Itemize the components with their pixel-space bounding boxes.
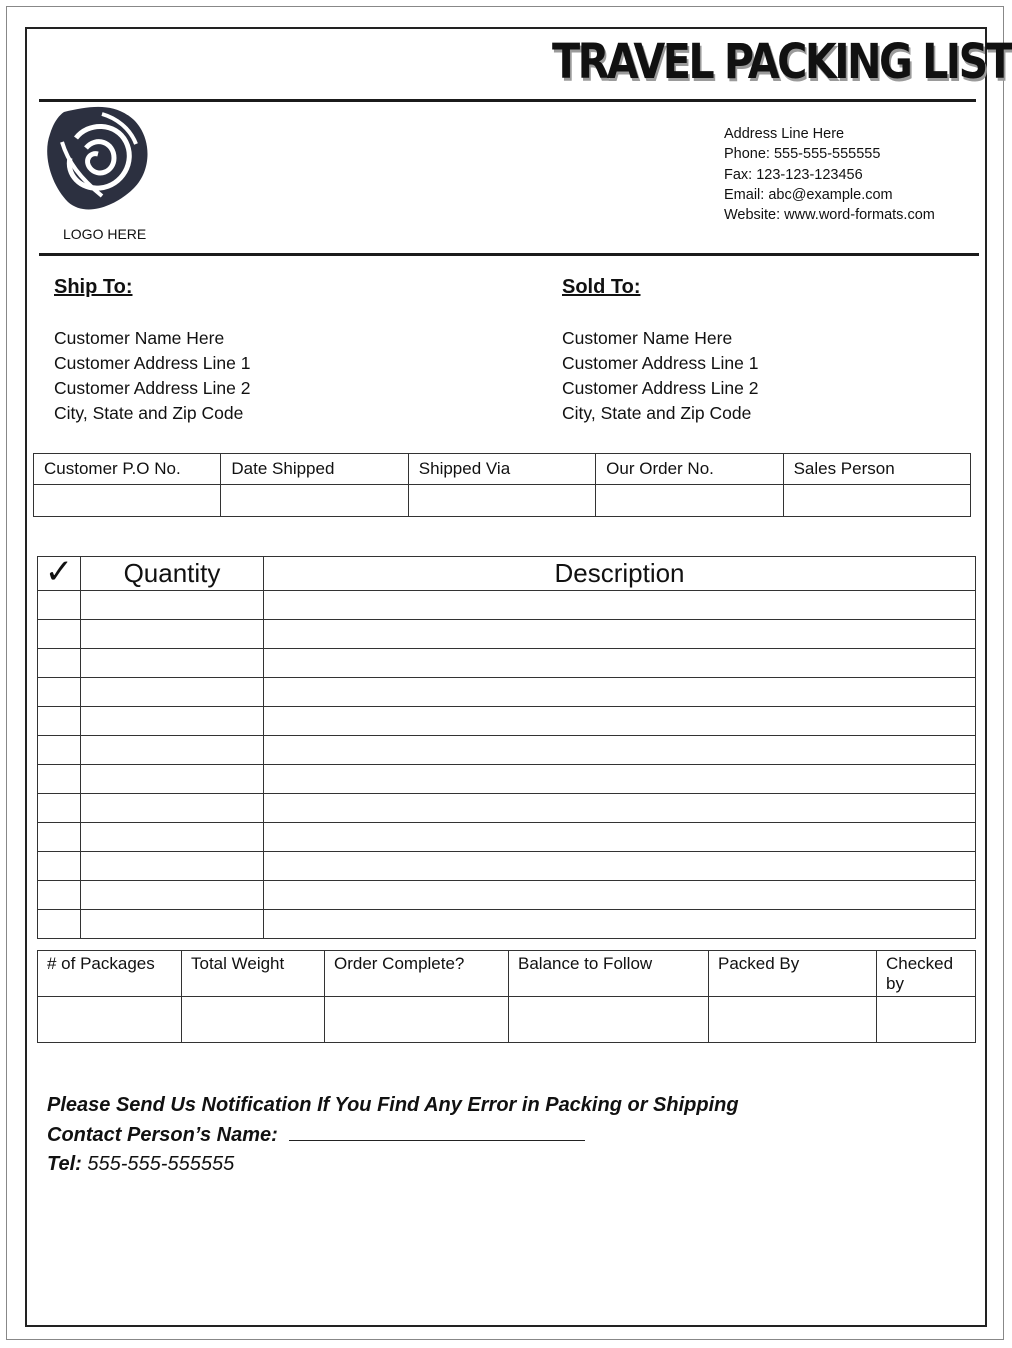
packed-by-field[interactable]	[709, 997, 877, 1043]
item-quantity-cell[interactable]	[81, 649, 264, 678]
header-checked-by: Checked by	[877, 951, 976, 997]
item-check-cell[interactable]	[38, 707, 81, 736]
logo-rose-icon	[46, 104, 150, 216]
error-notice-text: Please Send Us Notification If You Find Any Error in Packing or Shipping	[47, 1094, 739, 1116]
order-info-table	[33, 453, 971, 517]
item-row	[38, 794, 976, 823]
item-check-cell[interactable]	[38, 852, 81, 881]
company-phone: Phone: 555-555-555555	[724, 146, 881, 163]
sold-to-heading: Sold To:	[562, 276, 641, 298]
ship-to-line: Customer Address Line 1	[54, 353, 251, 373]
company-fax: Fax: 123-123-123456	[724, 166, 863, 183]
item-description-cell[interactable]	[264, 707, 976, 736]
header-balance-to-follow: Balance to Follow	[509, 951, 709, 997]
logo-caption: LOGO HERE	[63, 226, 147, 242]
shipped-via-field[interactable]	[408, 485, 595, 517]
sold-to-line: City, State and Zip Code	[562, 403, 752, 423]
header-total-weight: Total Weight	[182, 951, 325, 997]
item-check-cell[interactable]	[38, 765, 81, 794]
item-description-cell[interactable]	[264, 591, 976, 620]
description-column-header: Description	[264, 557, 976, 591]
our-order-no-field[interactable]	[596, 485, 783, 517]
item-description-cell[interactable]	[264, 794, 976, 823]
item-row	[38, 910, 976, 939]
ship-to-address	[54, 326, 251, 426]
sales-person-field[interactable]	[783, 485, 970, 517]
item-description-cell[interactable]	[264, 823, 976, 852]
header-sales-person: Sales Person	[783, 454, 970, 485]
sold-to-line: Customer Address Line 2	[562, 378, 759, 398]
item-row	[38, 620, 976, 649]
header-date-shipped: Date Shipped	[221, 454, 408, 485]
item-row	[38, 823, 976, 852]
item-check-cell[interactable]	[38, 649, 81, 678]
check-column-header	[38, 552, 81, 592]
item-row	[38, 707, 976, 736]
header-customer-po: Customer P.O No.	[34, 454, 221, 485]
footer-notice-block	[47, 1091, 739, 1179]
item-row	[38, 649, 976, 678]
item-quantity-cell[interactable]	[81, 736, 264, 765]
item-quantity-cell[interactable]	[81, 823, 264, 852]
header-packed-by: Packed By	[709, 951, 877, 997]
ship-to-heading: Ship To:	[54, 276, 133, 298]
packages-field[interactable]	[38, 997, 182, 1043]
quantity-column-header: Quantity	[81, 557, 264, 591]
item-check-cell[interactable]	[38, 620, 81, 649]
order-info-header-row	[34, 454, 971, 485]
items-table	[37, 552, 976, 939]
tel-value: 555-555-555555	[87, 1153, 235, 1175]
item-check-cell[interactable]	[38, 678, 81, 707]
company-website: Website: www.word-formats.com	[724, 207, 935, 224]
header-divider	[39, 99, 976, 102]
item-row	[38, 852, 976, 881]
item-description-cell[interactable]	[264, 736, 976, 765]
header-packages: # of Packages	[38, 951, 182, 997]
item-quantity-cell[interactable]	[81, 881, 264, 910]
item-quantity-cell[interactable]	[81, 707, 264, 736]
item-quantity-cell[interactable]	[81, 765, 264, 794]
ship-to-line: City, State and Zip Code	[54, 403, 244, 423]
item-row	[38, 765, 976, 794]
items-header-row	[38, 557, 976, 591]
contact-person-field[interactable]	[289, 1120, 585, 1141]
ship-to-line: Customer Name Here	[54, 328, 225, 348]
item-check-cell[interactable]	[38, 910, 81, 939]
item-quantity-cell[interactable]	[81, 794, 264, 823]
item-description-cell[interactable]	[264, 765, 976, 794]
order-info-entry-row	[34, 485, 971, 517]
date-shipped-field[interactable]	[221, 485, 408, 517]
company-email: Email: abc@example.com	[724, 186, 893, 203]
sold-to-line: Customer Address Line 1	[562, 353, 759, 373]
item-quantity-cell[interactable]	[81, 620, 264, 649]
item-description-cell[interactable]	[264, 649, 976, 678]
summary-header-row	[38, 951, 976, 997]
summary-table	[37, 950, 976, 1043]
item-row	[38, 881, 976, 910]
checkmark-icon: ✓	[44, 552, 74, 592]
company-address: Address Line Here	[724, 126, 845, 142]
header-shipped-via: Shipped Via	[408, 454, 595, 485]
item-quantity-cell[interactable]	[81, 910, 264, 939]
sold-to-line: Customer Name Here	[562, 328, 733, 348]
item-check-cell[interactable]	[38, 794, 81, 823]
balance-to-follow-field[interactable]	[509, 997, 709, 1043]
sold-to-address	[562, 326, 759, 426]
total-weight-field[interactable]	[182, 997, 325, 1043]
checked-by-field[interactable]	[877, 997, 976, 1043]
summary-entry-row	[38, 997, 976, 1043]
item-quantity-cell[interactable]	[81, 678, 264, 707]
item-quantity-cell[interactable]	[81, 591, 264, 620]
order-complete-field[interactable]	[325, 997, 509, 1043]
item-description-cell[interactable]	[264, 881, 976, 910]
document-title: TRAVEL PACKING LIST	[552, 34, 1012, 90]
company-contact-block	[724, 124, 935, 225]
header-order-complete: Order Complete?	[325, 951, 509, 997]
item-check-cell[interactable]	[38, 823, 81, 852]
item-description-cell[interactable]	[264, 852, 976, 881]
contact-divider	[39, 253, 979, 256]
item-quantity-cell[interactable]	[81, 852, 264, 881]
contact-person-label: Contact Person’s Name:	[47, 1124, 278, 1146]
item-row	[38, 736, 976, 765]
ship-to-line: Customer Address Line 2	[54, 378, 251, 398]
item-description-cell[interactable]	[264, 678, 976, 707]
item-row	[38, 678, 976, 707]
header-our-order-no: Our Order No.	[596, 454, 783, 485]
item-description-cell[interactable]	[264, 910, 976, 939]
item-check-cell[interactable]	[38, 881, 81, 910]
item-check-cell[interactable]	[38, 736, 81, 765]
tel-label: Tel:	[47, 1153, 82, 1175]
customer-po-field[interactable]	[34, 485, 221, 517]
item-row	[38, 591, 976, 620]
item-check-cell[interactable]	[38, 591, 81, 620]
item-description-cell[interactable]	[264, 620, 976, 649]
